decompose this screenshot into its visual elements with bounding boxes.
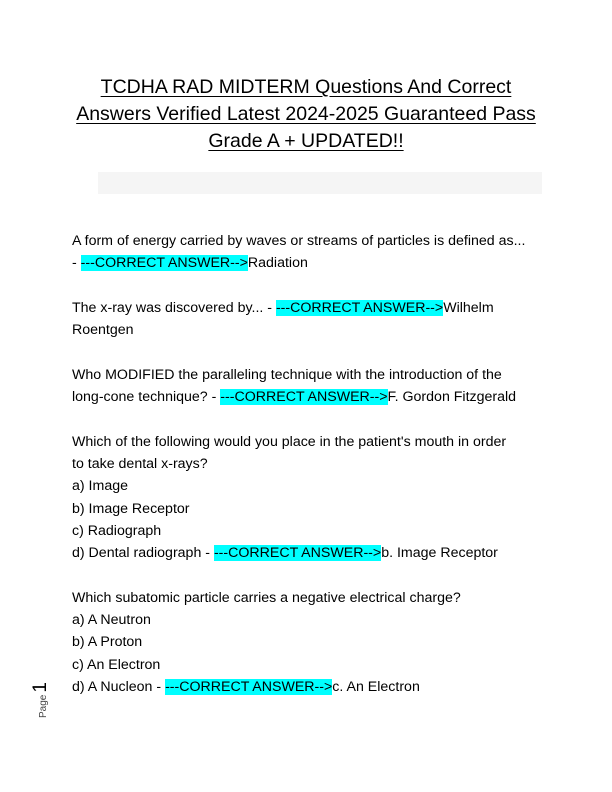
- question-line: [72, 297, 552, 319]
- correct-answer-marker: ---CORRECT ANSWER-->: [220, 389, 388, 406]
- answer-line: [72, 252, 552, 274]
- option-item: a) A Neutron: [72, 612, 151, 629]
- option-item: a) Image: [72, 478, 128, 495]
- answer-text: F. Gordon Fitzgerald: [387, 389, 517, 406]
- qa-item-3: [72, 364, 552, 409]
- page-number: 1: [30, 682, 51, 693]
- answer-text: Wilhelm: [443, 299, 494, 316]
- question-text: Which of the following would you place in the patient's mouth in order: [72, 433, 507, 450]
- option-item: c) An Electron: [72, 656, 161, 673]
- correct-answer-marker: ---CORRECT ANSWER-->: [213, 545, 382, 562]
- option-item: c) Radiograph: [72, 522, 162, 539]
- option-item: b) Image Receptor: [72, 500, 190, 517]
- title-line: Grade A + UPDATED!!: [208, 130, 404, 152]
- correct-answer-marker: ---CORRECT ANSWER-->: [275, 299, 444, 316]
- answer-text-cont: Roentgen: [72, 322, 134, 339]
- title-line: Answers Verified Latest 2024-2025 Guaranteed Pass: [76, 103, 536, 125]
- option-item: b) A Proton: [72, 634, 143, 651]
- answer-text: b. Image Receptor: [381, 545, 498, 562]
- option-item: d) Dental radiograph -: [72, 545, 214, 562]
- qa-item-2: [72, 297, 552, 342]
- correct-answer-marker: ---CORRECT ANSWER-->: [165, 678, 333, 695]
- document-title: [60, 74, 552, 155]
- question-text: The x-ray was discovered by... -: [72, 299, 276, 316]
- qa-content: [72, 230, 552, 721]
- correct-answer-marker: ---CORRECT ANSWER-->: [80, 255, 248, 272]
- qa-item-1: [72, 230, 552, 275]
- title-line: TCDHA RAD MIDTERM Questions And Correct: [100, 76, 512, 98]
- answer-line: [72, 386, 552, 408]
- qa-item-5: [72, 587, 552, 698]
- answer-text: c. An Electron: [332, 678, 420, 695]
- answer-prefix: -: [72, 255, 81, 272]
- question-text: Which subatomic particle carries a negative electrical charge?: [72, 589, 461, 606]
- question-text: A form of energy carried by waves or streams of particles is defined as...: [72, 233, 526, 249]
- option-answer-line: [72, 676, 552, 698]
- page-number-label: [30, 682, 52, 718]
- gray-banner: [98, 172, 542, 194]
- question-text: Who MODIFIED the paralleling technique with the introduction of the: [72, 366, 502, 383]
- answer-text: Radiation: [247, 255, 308, 272]
- page-word: Page: [38, 694, 49, 718]
- question-text-cont: to take dental x-rays?: [72, 455, 208, 472]
- option-item: d) A Nucleon -: [72, 678, 166, 695]
- option-answer-line: [72, 542, 552, 564]
- qa-item-4: [72, 431, 552, 565]
- question-text-cont: long-cone technique? -: [72, 389, 221, 406]
